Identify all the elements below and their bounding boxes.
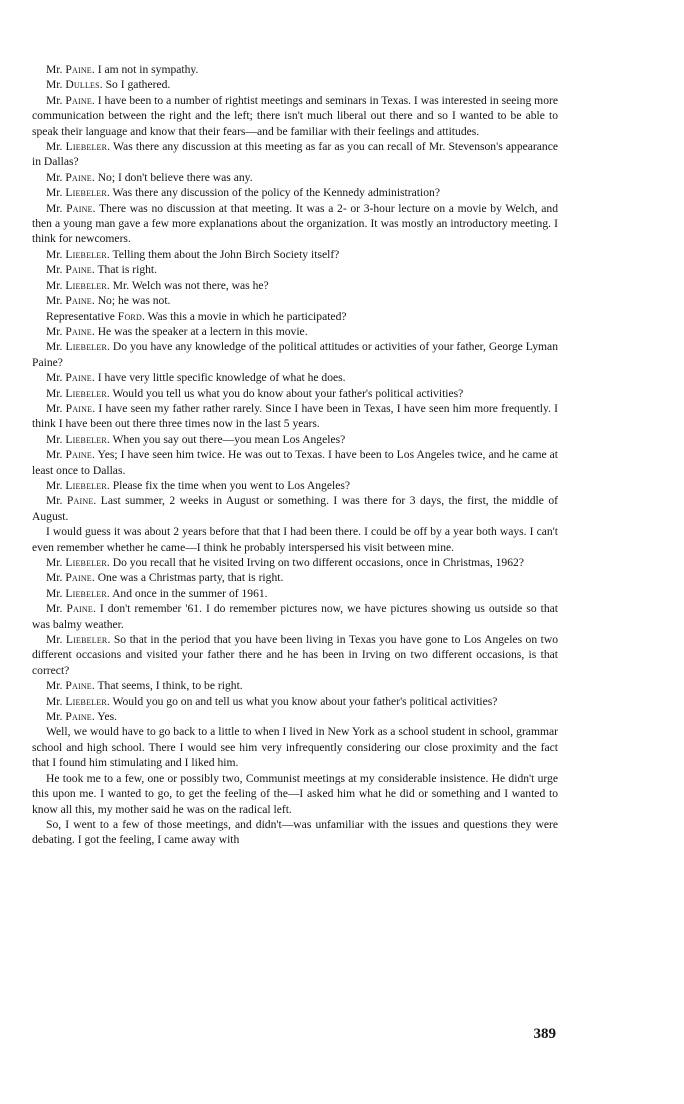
paragraph-text: . When you say out there—you mean Los Angeles?	[106, 432, 346, 446]
testimony-paragraph	[32, 324, 558, 339]
paragraph-text: . Would you tell us what you do know about your father's political activities?	[106, 386, 464, 400]
paragraph-text: . So that in the period that you have been living in Texas you have gone to Los Angeles on two different occasions and visited your father there and he has been in Irving on two different occasions, is that correct?	[32, 633, 559, 677]
speaker-name: Liebeler	[65, 386, 107, 400]
testimony-paragraph	[32, 339, 558, 370]
speaker-prefix: Mr.	[46, 602, 67, 616]
speaker-name: Paine	[65, 448, 92, 462]
testimony-paragraph	[32, 370, 558, 385]
speaker-prefix: Mr.	[46, 586, 66, 600]
testimony-paragraph	[32, 678, 558, 693]
speaker-name: Paine	[65, 401, 93, 415]
speaker-prefix: Representative	[46, 309, 118, 323]
testimony-paragraph	[32, 493, 558, 524]
speaker-prefix: Mr.	[46, 556, 66, 569]
testimony-paragraph	[32, 293, 558, 308]
paragraph-text: . Would you go on and tell us what you know about your father's political activities?	[106, 694, 498, 708]
testimony-paragraph	[32, 632, 558, 678]
speaker-prefix: Mr.	[46, 63, 66, 76]
speaker-name: Liebeler	[65, 340, 108, 354]
paragraph-text: I would guess it was about 2 years before that that I had been there. I could be off by a year both ways. I can't even remember whether he came—I think he probably interspersed his visit between mine.	[32, 525, 558, 554]
speaker-prefix: Mr.	[46, 324, 66, 338]
testimony-paragraph	[32, 77, 558, 92]
speaker-name: Liebeler	[65, 694, 107, 708]
testimony-paragraph	[32, 93, 558, 139]
paragraph-text: . Please fix the time when you went to Los Angeles?	[106, 478, 351, 492]
speaker-name: Paine	[65, 63, 92, 76]
paragraph-text: . So I gathered.	[99, 78, 171, 92]
speaker-prefix: Mr.	[46, 93, 66, 107]
testimony-paragraph	[32, 201, 558, 247]
speaker-name: Dulles	[65, 78, 100, 92]
testimony-paragraph	[32, 817, 558, 848]
speaker-name: Paine	[65, 679, 92, 693]
speaker-name: Paine	[66, 602, 93, 616]
paragraph-text: Well, we would have to go back to a little to when I lived in New York as a school student in school, grammar school and high school. There I would see him very infrequently considering our close proximity and the fact that I found him stimulating and I liked him.	[32, 725, 558, 770]
speaker-prefix: Mr.	[46, 694, 66, 708]
speaker-prefix: Mr.	[46, 371, 66, 385]
paragraph-text: So, I went to a few of those meetings, and didn't—was unfamiliar with the issues and questions they were debating. I got the feeling, I came away with	[32, 817, 558, 847]
testimony-paragraph	[32, 278, 558, 293]
testimony-paragraph	[32, 709, 558, 724]
paragraph-text: . Do you recall that he visited Irving on two different occasions, once in Christmas, 1962?	[106, 556, 524, 569]
paragraph-text: . And once in the summer of 1961.	[106, 586, 268, 600]
paragraph-text: . I have seen my father rather rarely. Since I have been in Texas, I have seen him more frequently. I think I have been out there three times now in the last 5 years.	[32, 401, 559, 431]
speaker-prefix: Mr.	[46, 340, 66, 354]
paragraph-text: . Was there any discussion of the policy of the Kennedy administration?	[106, 186, 440, 200]
speaker-name: Paine	[65, 371, 92, 385]
testimony-paragraph	[32, 401, 558, 432]
speaker-name: Ford	[117, 309, 142, 323]
paragraph-text: . I am not in sympathy.	[91, 63, 199, 76]
speaker-prefix: Mr.	[46, 294, 66, 308]
testimony-paragraph	[32, 524, 558, 555]
speaker-name: Liebeler	[65, 586, 107, 600]
speaker-prefix: Mr.	[46, 432, 66, 446]
testimony-paragraph	[32, 724, 558, 770]
speaker-prefix: Mr.	[46, 186, 66, 200]
paragraph-text: . One was a Christmas party, that is right.	[91, 571, 284, 585]
speaker-name: Liebeler	[65, 633, 108, 647]
paragraph-text: . Yes; I have seen him twice. He was out to Texas. I have been to Los Angeles twice, and he came at least once to Dallas.	[32, 448, 558, 477]
testimony-paragraph	[32, 386, 558, 401]
speaker-name: Paine	[65, 710, 92, 724]
speaker-prefix: Mr.	[46, 263, 66, 277]
speaker-prefix: Mr.	[46, 478, 66, 492]
paragraph-text: . Was this a movie in which he participated?	[141, 309, 347, 323]
testimony-paragraph	[32, 555, 558, 570]
testimony-paragraph	[32, 62, 558, 77]
paragraph-text: . Last summer, 2 weeks in August or something. I was there for 3 days, the first, the middle of August.	[32, 494, 558, 523]
page-number: 389	[533, 1026, 556, 1042]
speaker-prefix: Mr.	[46, 140, 66, 154]
speaker-prefix: Mr.	[46, 201, 67, 215]
speaker-name: Liebeler	[65, 140, 108, 154]
testimony-paragraph	[32, 309, 558, 324]
speaker-prefix: Mr.	[46, 710, 66, 724]
testimony-paragraph	[32, 139, 558, 170]
testimony-paragraph	[32, 570, 558, 585]
speaker-name: Paine	[65, 324, 92, 338]
testimony-paragraph	[32, 170, 558, 185]
paragraph-text: . Do you have any knowledge of the political attitudes or activities of your father, George Lyman Paine?	[32, 340, 559, 369]
speaker-prefix: Mr.	[46, 278, 66, 292]
paragraph-text: . I don't remember '61. I do remember pictures now, we have pictures showing us outside so that was balmy weather.	[32, 602, 558, 631]
speaker-prefix: Mr.	[46, 679, 66, 693]
paragraph-text: . No; he was not.	[91, 294, 171, 308]
paragraph-text: . I have very little specific knowledge of what he does.	[91, 371, 346, 385]
speaker-name: Paine	[65, 263, 92, 277]
testimony-text	[32, 62, 558, 848]
testimony-paragraph	[32, 478, 558, 493]
paragraph-text: . No; I don't believe there was any.	[91, 170, 253, 184]
speaker-name: Liebeler	[65, 247, 107, 261]
testimony-paragraph	[32, 694, 558, 709]
testimony-paragraph	[32, 247, 558, 262]
paragraph-text: . Mr. Welch was not there, was he?	[106, 278, 269, 292]
speaker-prefix: Mr.	[46, 78, 66, 92]
testimony-paragraph	[32, 601, 558, 632]
speaker-prefix: Mr.	[46, 386, 66, 400]
speaker-prefix: Mr.	[46, 633, 66, 647]
paragraph-text: . Was there any discussion at this meeting as far as you can recall of Mr. Stevenson's appearance in Dallas?	[32, 140, 559, 169]
paragraph-text: . Yes.	[91, 710, 118, 724]
paragraph-text: . That is right.	[91, 263, 158, 277]
speaker-prefix: Mr.	[46, 571, 66, 585]
speaker-name: Liebeler	[65, 556, 107, 569]
paragraph-text: . There was no discussion at that meeting. It was a 2- or 3-hour lecture on a movie by Welch, and then a young man gave a few more explanations about the organization. It was mostly an introductory meeting. I think for newcomers.	[32, 201, 558, 246]
speaker-prefix: Mr.	[46, 494, 67, 508]
testimony-paragraph	[32, 262, 558, 277]
testimony-paragraph	[32, 447, 558, 478]
speaker-name: Paine	[65, 170, 92, 184]
paragraph-text: . I have been to a number of rightist meetings and seminars in Texas. I was interested in seeing more communication between the right and the left; there isn't much liberal out there and so I wanted to be able to speak their language and know that their fears—and be familiar with their feelings and attitudes.	[32, 93, 558, 138]
speaker-name: Paine	[66, 201, 93, 215]
speaker-name: Liebeler	[65, 432, 107, 446]
speaker-name: Paine	[66, 494, 94, 508]
speaker-name: Paine	[65, 93, 92, 107]
speaker-name: Liebeler	[65, 278, 107, 292]
speaker-name: Liebeler	[65, 478, 107, 492]
speaker-name: Liebeler	[65, 186, 107, 200]
testimony-paragraph	[32, 185, 558, 200]
testimony-paragraph	[32, 432, 558, 447]
testimony-paragraph	[32, 586, 558, 601]
paragraph-text: He took me to a few, one or possibly two, Communist meetings at my considerable insistence. He didn't urge this upon me. I wanted to go, to get the feeling of the—I asked him what he did or something and I wanted to know all this, my mother said he was on the radical left.	[32, 771, 558, 816]
paragraph-text: . Telling them about the John Birch Society itself?	[106, 247, 340, 261]
paragraph-text: . He was the speaker at a lectern in this movie.	[91, 324, 308, 338]
speaker-name: Paine	[65, 294, 92, 308]
speaker-prefix: Mr.	[46, 170, 66, 184]
testimony-paragraph	[32, 771, 558, 817]
speaker-prefix: Mr.	[46, 247, 66, 261]
speaker-prefix: Mr.	[46, 448, 66, 462]
paragraph-text: . That seems, I think, to be right.	[91, 679, 243, 693]
speaker-prefix: Mr.	[46, 401, 66, 415]
speaker-name: Paine	[65, 571, 92, 585]
